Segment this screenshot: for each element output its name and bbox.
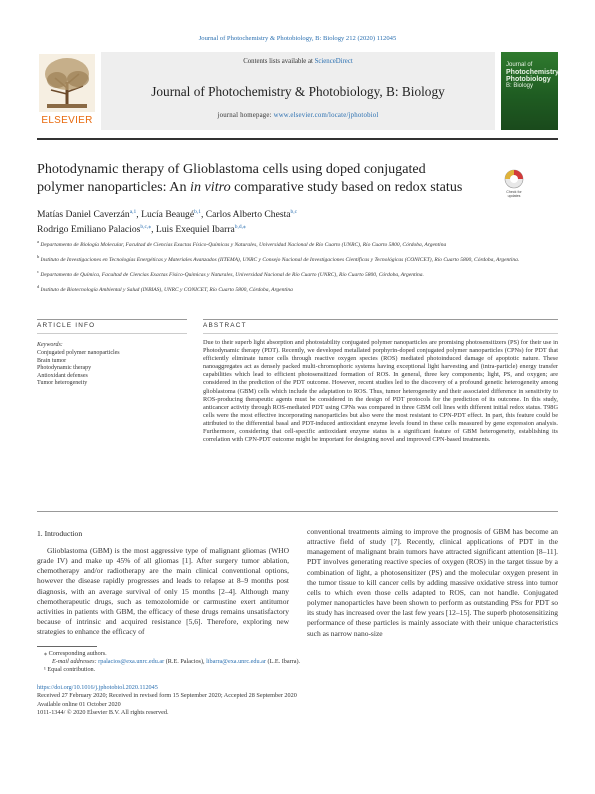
affiliation-text: Instituto de Biotecnología Ambiental y Salud (INBIAS), UNRC y CONICET, Río Cuarto 5800, Córdoba, Argentina [39,286,293,293]
svg-text:Check for: Check for [506,190,522,194]
corresponding-note: ⁎ Corresponding authors. [44,650,107,657]
email-note [52,658,452,666]
email-owner: (R.E. Palacios), [164,658,207,665]
author-separator: , [200,209,206,221]
keyword-item: Tumor heterogeneity [37,380,88,387]
author-affiliation-marker[interactable]: b,d,⁎ [234,224,246,231]
abstract-rule [203,319,558,320]
email-owner: (L.E. Ibarra). [265,658,301,665]
svg-text:updates: updates [507,194,521,198]
homepage-link[interactable]: www.elsevier.com/locate/jphotobiol [273,112,379,119]
journal-cover-thumbnail[interactable] [501,52,558,130]
publication-info [37,684,297,717]
title-part: comparative study based on redox status [230,179,463,195]
introduction-heading: 1. Introduction [37,529,83,538]
cover-title-line: Journal of [506,62,533,68]
cover-title-line: Photochemistry [506,69,559,76]
email-label: E-mail addresses: [52,658,99,665]
doi-link[interactable]: https://doi.org/10.1016/j.jphotobiol.2020.112045 [37,684,158,691]
author-affiliation-marker[interactable]: a,1 [129,209,137,215]
elsevier-logo[interactable] [37,52,97,130]
article-info-heading: ARTICLE INFO [37,322,96,329]
article-title [37,160,497,196]
received-dates: Received 27 February 2020; Received in revised form 15 September 2020; Accepted 28 September 2020 [37,692,297,700]
masthead-rule [37,138,558,140]
author-name[interactable]: Luis Exequiel Ibarra [155,224,235,236]
author-separator: , [151,224,156,236]
contents-prefix: Contents lists available at [243,58,315,65]
cover-title-line: Photobiology [506,76,551,83]
author-name[interactable]: Lucía Beaugé [141,209,195,221]
masthead-banner [101,52,495,130]
affiliation-marker: b [37,254,40,259]
introduction-right-column: conventional treatments aiming to improve the prognosis of GBM has become an attractive field of study [7]. Recently, clinical applications of PDT in the management of malignant brain tumors have attracted significant attention [8–11]. PDT involves generating reactive species of oxygen (ROS) in the target tissue by a combination of light, a photosensitizer (PS) and the molecular oxygen present in the tumor tissue to kill cancer cells by adding massive oxidative stress into tumor cells to which even those cells adapted to ROS, can not handle. Conjugated polymer nanoparticles have been shown to perform as outstanding PSs for PDT so its study has increased over the last few years [12–15]. The superb photosensitizing performance of these particles is mainly associate with their unique characteristics such as narrow nano-size [307,527,558,638]
keywords-label: Keywords: [37,342,63,348]
homepage-prefix: journal homepage: [217,112,274,119]
keywords-list [37,350,120,388]
equal-contribution-note: ¹ Equal contribution. [44,666,96,673]
affiliation-item [37,253,567,264]
author-name[interactable]: Matías Daniel Caverzán [37,209,130,221]
author-affiliation-marker[interactable]: b,c [290,209,298,215]
author-affiliation-marker[interactable]: b,c,⁎ [140,224,152,231]
journal-masthead [37,52,558,135]
affiliation-marker: c [37,269,39,274]
journal-reference[interactable]: Journal of Photochemistry & Photobiology, B: Biology 212 (2020) 112045 [198,35,397,42]
sciencedirect-link[interactable]: ScienceDirect [314,58,353,65]
contents-availability [101,58,495,65]
affiliation-item [37,268,567,279]
title-line-1: Photodynamic therapy of Glioblastoma cells using doped conjugated [37,161,426,177]
check-for-updates-icon[interactable] [502,168,526,198]
cover-title-line: B: Biology [506,83,534,89]
email-link-ibarra[interactable]: libarra@exa.unrc.edu.ar [206,658,266,665]
title-part-italic: in vitro [190,179,231,195]
affiliation-item [37,238,567,249]
author-list [37,206,517,236]
affiliation-item [37,283,567,294]
journal-homepage [101,112,495,119]
abstract-heading: ABSTRACT [203,322,247,329]
affiliation-text: Departamento de Biología Molecular, Facultad de Ciencias Exactas Físico-Químicas y Naturales, Universidad Nacional de Río Cuarto (UNRC), Río Cuarto 5800, Córdoba, Argentina [39,241,447,248]
abstract-end-rule [37,511,558,512]
affiliation-marker: d [37,284,40,289]
abstract-text: Due to their superb light absorption and photostability conjugated polymer nanoparticles are promising photosensitizers (PS) for their use in Photodynamic therapy (PDT). Recently, we developed metallated porphyrin-doped conjugated polymer nanoparticles (CPNs) for PDT that efficiently eliminate tumor cells through reactive oxygen species (ROS) mediated photoinduced damage of apoptotic nature. These nanoaggregates act as densely packed multi-chromophoric systems having exceptional light harvesting and (intra-particle) energy transfer capabilities which lead to efficient photosensitized formation of ROS. In general, three key components; light, PS, and oxygen; are considered in the prediction of the PDT outcome. However, recent studies led to the discovery of a profound genetic heterogeneity among glioblastoma (GBM) cells which include the adaptation to ROS. Thus, tumor heterogeneity and their associated difference in sensitivity to ROS-producing therapeutic agents must be considered in the design of PDT protocols for the prediction of its outcome. In this study, anticancer activity through ROS-mediated PDT using CPNs was compared in three GBM cell lines with different initial redox status. T98G cells were the most effective incorporating nanoparticles but also were the most resistant to CPN-PDT effect. In part, this feature could be attributed to the differential basal and PDT-induced antioxidant enzyme levels found in these cells measured by gene expression analysis. Furthermore, considering that cell-specific antioxidant enzyme status is a significant feature of GBM heterogeneity, establishing its correlation with CPN-PDT outcome might be important for designing novel and improved CPN-based treatments. [203,339,558,444]
abstract-subrule [203,333,558,334]
author-separator: , [136,209,142,221]
author-line-2 [37,221,517,236]
elsevier-tree-icon [37,52,97,114]
title-line-2 [37,178,497,196]
publisher-name: ELSEVIER [41,115,93,126]
author-name[interactable]: Rodrigo Emiliano Palacios [37,224,141,236]
cover-title [506,62,559,90]
keyword-item: Brain tumor [37,357,67,364]
copyright: 1011-1344/ © 2020 Elsevier B.V. All rights reserved. [37,708,169,716]
footnote-rule [37,646,97,647]
title-part: polymer nanoparticles: An [37,179,191,195]
introduction-left-column: Glioblastoma (GBM) is the most aggressive type of malignant gliomas (WHO grade IV) and make up 45% of all gliomas [1]. After surgery tumor ablation, chemotherapy and/or radiotherapy are the main clinical conventional options, however the disease rapidly progresses and leads to relapse at 8–9 months post diagnosis, with an average survival of only 15 months [2–4]. Although many chemotherapeutic drugs, such as temozolomide or carmustine exert antitumor activities in patients with GBM, the efficacy of these drugs remains unsatisfactory because of intrinsic and acquired resistance [5,6]. Therefore, exploring new strategies to enhance the efficacy of [37,546,289,637]
author-affiliation-marker[interactable]: b,1 [194,209,201,215]
keyword-item: Conjugated polymer nanoparticles [37,350,120,356]
author-name[interactable]: Carlos Alberto Chesta [205,209,291,221]
article-info-rule [37,319,187,320]
keyword-item: Antioxidant defenses [37,372,88,379]
journal-title: Journal of Photochemistry & Photobiology, B: Biology [151,84,445,99]
email-link-palacios[interactable]: rpalacios@exa.unrc.edu.ar [98,658,165,665]
affiliation-text: Departamento de Química, Facultad de Ciencias Exactas Físico-Químicas y Naturales, Universidad Nacional de Río Cuarto (UNRC), Río Cuarto 5800, Córdoba, Argentina. [39,271,424,278]
online-date: Available online 01 October 2020 [37,700,121,708]
affiliation-marker: a [37,239,39,244]
author-line-1 [37,206,517,221]
affiliation-text: Instituto de Investigaciones en Tecnologías Energéticas y Materiales Avanzados (IITEMA), UNRC y Consejo Nacional de Investigaciones Científicas y Tecnológicas (CONICET), Río Cuarto 5800, Córdoba, Argentina. [39,256,520,263]
article-info-subrule [37,333,187,334]
keyword-item: Photodynamic therapy [37,365,92,372]
